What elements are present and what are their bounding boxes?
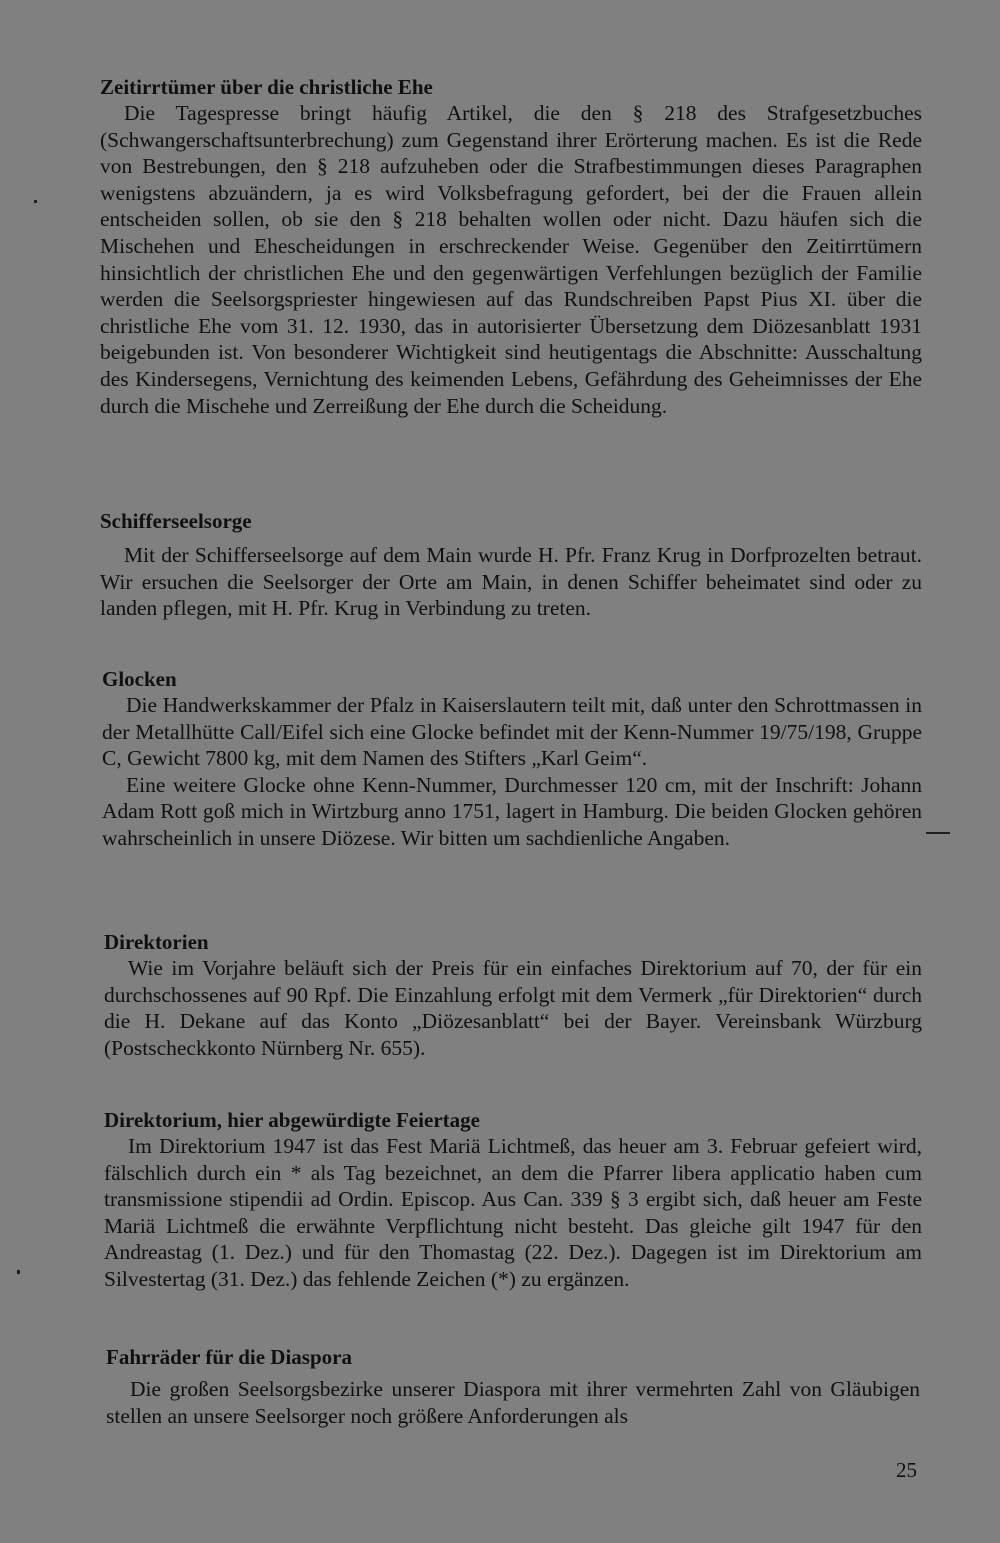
section-zeitirrtuemer — [100, 74, 922, 419]
section-paragraph: Mit der Schifferseelsorge auf dem Main wurde H. Pfr. Franz Krug in Dorfprozelten betraut. Wir ersuchen die Seelsorger der Orte am Main, in denen Schiffer beheimatet sind oder zu landen pflegen, mit H. Pfr. Krug in Verbindung zu treten. — [100, 543, 922, 621]
section-heading: Fahrräder für die Diaspora — [106, 1345, 352, 1369]
section-paragraph: Wie im Vorjahre beläuft sich der Preis für ein einfaches Direktorium auf 70, der für ein durchschossenes auf 90 Rpf. Die Einzahlung erfolgt mit dem Vermerk „für Direktorien“ durch die H. Dekane auf das Konto „Diözesanblatt“ bei der Bayer. Vereinsbank Würzburg (Postscheckkonto Nürnberg Nr. 655). — [104, 956, 922, 1060]
section-paragraph: Im Direktorium 1947 ist das Fest Mariä Lichtmeß, das heuer am 3. Februar gefeiert wird, fälschlich durch ein * als Tag bezeichnet, an dem die Pfarrer libera applicatio haben cum transmissione stipendii ad Ordin. Episcop. Aus Can. 339 § 3 ergibt sich, daß heuer am Feste Mariä Lichtmeß die erwähnte Verpflichtung nicht besteht. Das gleiche gilt 1947 für den Andreastag (1. Dez.) und für den Thomastag (22. Dez.). Dagegen ist im Direktorium am Silvestertag (31. Dez.) das fehlende Zeichen (*) zu ergänzen. — [104, 1134, 922, 1291]
section-heading: Schifferseelsorge — [100, 509, 252, 533]
section-heading: Glocken — [102, 667, 177, 691]
section-abgewuerdigte-feiertage — [104, 1107, 922, 1293]
section-heading: Direktorium, hier abgewürdigte Feiertage — [104, 1108, 480, 1132]
section-paragraph: Die Tagespresse bringt häufig Artikel, die den § 218 des Strafgesetzbuches (Schwangerschaftsunterbrechung) zum Gegenstand ihrer Erörterung machen. Es ist die Rede von Bestrebungen, den § 218 aufzuheben oder die Strafbestimmungen dieses Paragraphen wenigstens abzuändern, ja es wird Volksbefragung gefordert, bei der die Frauen allein entscheiden sollen, ob sie den § 218 behalten wollen oder nicht. Dazu häufen sich die Mischehen und Ehescheidungen in erschreckender Weise. Gegenüber den Zeitirrtümern hinsichtlich der christlichen Ehe und den gegenwärtigen Verfehlungen bezüglich der Familie werden die Seelsorgspriester hingewiesen auf das Rundschreiben Papst Pius XI. über die christliche Ehe vom 31. 12. 1930, das in autorisierter Übersetzung dem Diözesanblatt 1931 beigebunden ist. Von besonderer Wichtigkeit sind heutigentags die Abschnitte: Ausschaltung des Kindersegens, Vernichtung des keimenden Lebens, Gefährdung des Geheimnisses der Ehe durch die Mischehe und Zerreißung der Ehe durch die Scheidung. — [100, 101, 922, 418]
page-number: 25 — [896, 1458, 917, 1482]
scan-speck — [17, 1270, 20, 1274]
scan-speck — [34, 200, 37, 203]
section-fahrraeder-diaspora — [106, 1344, 920, 1429]
section-heading: Direktorien — [104, 930, 209, 954]
section-direktorien — [104, 929, 922, 1061]
section-glocken — [102, 666, 922, 852]
scan-dash — [926, 832, 950, 834]
section-schifferseelsorge — [100, 508, 922, 622]
section-paragraph: Die großen Seelsorgsbezirke unserer Diaspora mit ihrer vermehrten Zahl von Gläubigen stellen an unsere Seelsorger noch größere Anforderungen als — [106, 1377, 920, 1428]
section-paragraph: Die Handwerkskammer der Pfalz in Kaiserslautern teilt mit, daß unter den Schrottmassen in der Metallhütte Call/Eifel sich eine Glocke befindet mit der Kenn-Nummer 19/75/198, Gruppe C, Gewicht 7800 kg, mit dem Namen des Stifters „Karl Geim“. — [102, 693, 922, 771]
section-paragraph: Eine weitere Glocke ohne Kenn-Nummer, Durchmesser 120 cm, mit der Inschrift: Johann Adam Rott goß mich in Wirtzburg anno 1751, lagert in Hamburg. Die beiden Glocken gehören wahrscheinlich in unsere Diözese. Wir bitten um sachdienliche Angaben. — [102, 772, 922, 850]
section-heading: Zeitirrtümer über die christliche Ehe — [100, 75, 433, 99]
